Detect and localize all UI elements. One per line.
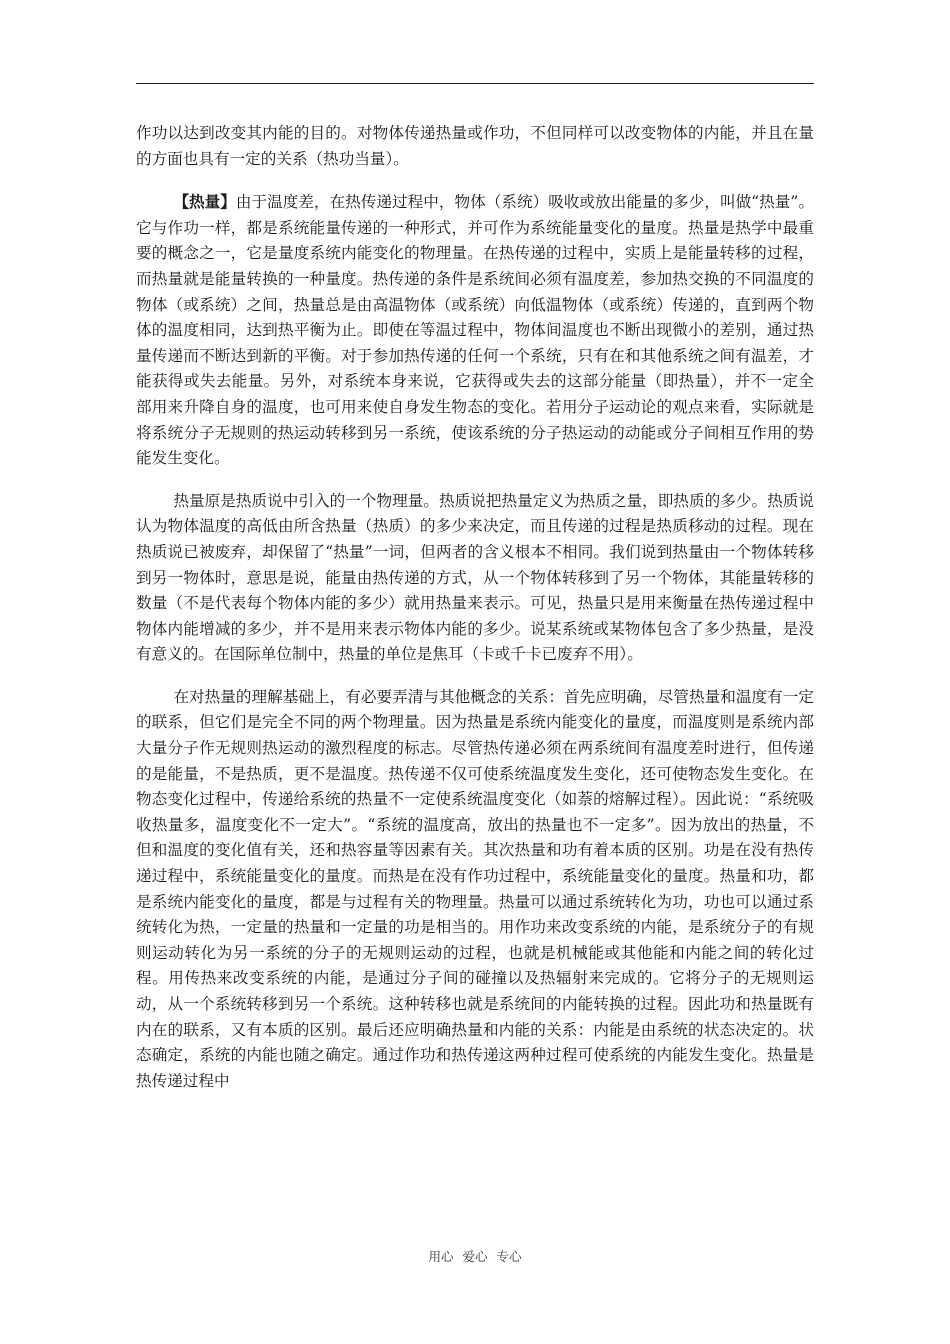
- paragraph-gap: [136, 472, 814, 489]
- heat-term-heading: 【热量】: [173, 192, 236, 212]
- continuation-paragraph: 作功以达到改变其内能的目的。对物体传递热量或作功，不但同样可以改变物体的内能，并且在量的方面也具有一定的关系（热功当量）。: [136, 124, 814, 168]
- header-rule: [136, 83, 814, 84]
- page-footer: 用心 爱心 专心: [428, 1249, 522, 1264]
- concept-relations-paragraph: 在对热量的理解基础上，有必要弄清与其他概念的关系：首先应明确，尽管热量和温度有一定的联系，但它们是完全不同的两个物理量。因为热量是系统内能变化的量度，而温度则是系统内部大量分子作无规则热运动的激烈程度的标志。尽管热传递必须在两系统间有温度差时进行，但传递的是能量，不是热质，更不是温度。热传递不仅可使系统温度发生变化，还可使物态发生变化。在物态变化过程中，传递给系统的热量不一定使系统温度变化（如萘的熔解过程）。因此说：“系统吸收热量多，温度变化不一定大”。“系统的温度高，放出的热量也不一定多”。因为放出的热量，不但和温度的变化值有关，还和热容量等因素有关。其次热量和功有着本质的区别。功是在没有热传递过程中，系统能量变化的量度。而热是在没有作功过程中，系统能量变化的量度。热量和功，都是系统内能变化的量度，都是与过程有关的物理量。热量可以通过系统转化为功，功也可以通过系统转化为热，一定量的热量和一定量的功是相当的。用作功来改变系统的内能，是系统分子的有规则运动转化为另一系统的分子的无规则运动的过程，也就是机械能或其他能和内能之间的转化过程。用传热来改变系统的内能，是通过分子间的碰撞以及热辐射来完成的。它将分子的无规则运动，从一个系统转移到另一个系统。这种转移也就是系统间的内能转换的过程。因此功和热量既有内在的联系，又有本质的区别。最后还应明确热量和内能的关系：内能是由系统的状态决定的。状态确定，系统的内能也随之确定。通过作功和热传递这两种过程可使系统的内能发生变化。热量是热传递过程中: [136, 687, 814, 1090]
- heat-definition-text: 由于温度差，在热传递过程中，物体（系统）吸收或放出能量的多少，叫做“热量”。它与作功一样，都是系统能量传递的一种形式，并可作为系统能量变化的量度。热量是热学中最重要的概念之一，它是量度系统内能变化的物理量。在热传递的过程中，实质上是能量转移的过程，而热量就是能量转换的一种量度。热传递的条件是系统间必须有温度差，参加热交换的不同温度的物体（或系统）之间，热量总是由高温物体（或系统）向低温物体（或系统）传递的，直到两个物体的温度相同，达到热平衡为止。即使在等温过程中，物体间温度也不断出现微小的差别，通过热量传递而不断达到新的平衡。对于参加热传递的任何一个系统，只有在和其他系统之间有温差，才能获得或失去能量。另外，对系统本身来说，它获得或失去的这部分能量（即热量），并不一定全部用来升降自身的温度，也可用来使自身发生物态的变化。若用分子运动论的观点来看，实际就是将系统分子无规则的热运动转移到另一系统，使该系统的分子热运动的动能或分子间相互作用的势能发生变化。: [136, 193, 814, 468]
- heat-definition-paragraph: [136, 189, 814, 472]
- caloric-theory-paragraph: 热量原是热质说中引入的一个物理量。热质说把热量定义为热质之量，即热质的多少。热质说认为物体温度的高低由所含热量（热质）的多少来决定，而且传递的过程是热质移动的过程。现在热质说已被废弃，却保留了“热量”一词，但两者的含义根本不相同。我们说到热量由一个物体转移到另一物体时，意思是说，能量由热传递的方式，从一个物体转移到了另一个物体，其能量转移的数量（不是代表每个物体内能的多少）就用热量来表示。可见，热量只是用来衡量在热传递过程中物体内能增减的多少，并不是用来表示物体内能的多少。说某系统或某物体包含了多少热量，是没有意义的。在国际单位制中，热量的单位是焦耳（卡或千卡已废弃不用）。: [136, 491, 814, 664]
- document-body: [136, 121, 814, 1094]
- paragraph-gap: [136, 668, 814, 685]
- paragraph-gap: [136, 172, 814, 189]
